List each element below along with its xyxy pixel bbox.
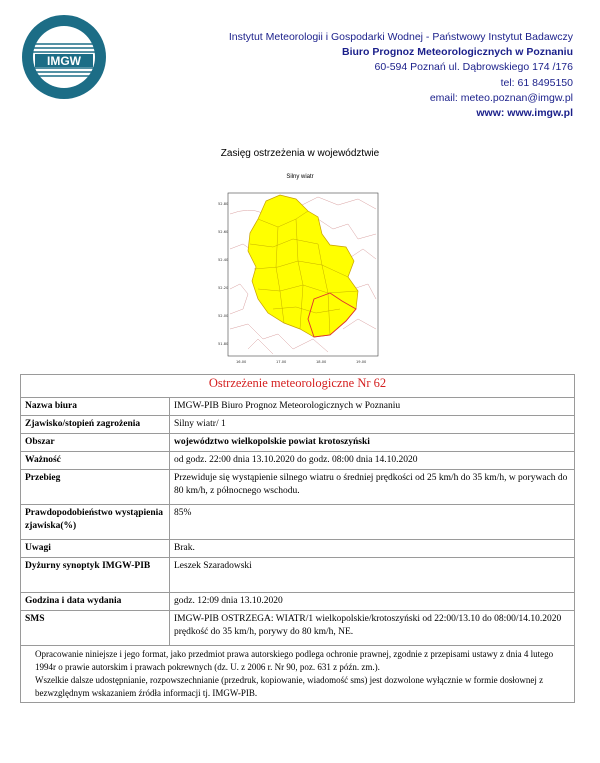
logo-text: IMGW xyxy=(47,54,81,68)
y-tick-label: 52.00 xyxy=(218,314,229,318)
warning-title: Ostrzeżenie meteorologiczne Nr 62 xyxy=(21,375,575,398)
x-tick-label: 17.00 xyxy=(276,360,287,364)
map-title: Zasięg ostrzeżenia w województwie xyxy=(220,148,380,159)
y-tick-label: 52.40 xyxy=(218,258,229,262)
x-tick-label: 19.00 xyxy=(356,360,367,364)
table-row: Godzina i data wydania godz. 12:09 dnia 13.10.2020 xyxy=(21,593,575,611)
x-tick-label: 16.00 xyxy=(236,360,247,364)
warning-table xyxy=(20,374,575,703)
copyright-paragraph: Opracowanie niniejsze i jego format, jako przedmiot prawa autorskiego podlega ochronie prawnej, zgodnie z przepisami ustawy z dnia 4 lutego 1994r o prawie autorskim i prawach pokrewnych (dz. U. z 2006 r. Nr 90, poz. 631 z późn. zm.). xyxy=(35,649,554,672)
map-subtitle: Silny wiatr xyxy=(286,174,314,180)
copyright-notice xyxy=(21,646,575,703)
table-row: SMS IMGW-PIB OSTRZEGA: WIATR/1 wielkopolskie/krotoszyński od 22:00/13.10 do 08:00/14.10.2020 prędkość do 35 km/h, porywy do 80 km/h, NE. xyxy=(21,611,575,646)
table-row: Dyżurny synoptyk IMGW-PIB Leszek Szaradowski xyxy=(21,558,575,593)
warning-map xyxy=(218,189,383,366)
table-row: Obszar województwo wielkopolskie powiat krotoszyński xyxy=(21,434,575,452)
y-tick-label: 52.80 xyxy=(218,202,229,206)
y-tick-label: 52.20 xyxy=(218,286,229,290)
table-row: Zjawisko/stopień zagrożenia Silny wiatr/ 1 xyxy=(21,416,575,434)
office-name: Biuro Prognoz Meteorologicznych w Poznaniu xyxy=(341,46,573,59)
institute-name: Instytut Meteorologii i Gospodarki Wodnej - Państwowy Instytut Badawczy xyxy=(228,31,573,43)
y-tick-label: 52.60 xyxy=(218,230,229,234)
table-row: Uwagi Brak. xyxy=(21,540,575,558)
table-row: Nazwa biura IMGW-PIB Biuro Prognoz Meteorologicznych w Poznaniu xyxy=(21,398,575,416)
y-tick-label: 51.80 xyxy=(218,342,229,346)
table-row: Przebieg Przewiduje się wystąpienie silnego wiatru o średniej prędkości od 25 km/h do 35 km/h, w porywach do 80 km/h, z północnego wschodu. xyxy=(21,470,575,505)
table-row: Prawdopodobieństwo wystąpienia zjawiska(%) 85% xyxy=(21,505,575,540)
table-row: Ważność od godz. 22:00 dnia 13.10.2020 do godz. 08:00 dnia 14.10.2020 xyxy=(21,452,575,470)
website[interactable]: www: www.imgw.pl xyxy=(476,107,573,120)
phone: tel: 61 8495150 xyxy=(500,76,573,89)
redistribution-paragraph: Wszelkie dalsze udostępnianie, rozpowszechnianie (przedruk, kopiowanie, wiadomość sms) jest dozwolone wyłącznie w formie dosłownej z bezwzględnym wskazaniem źródła informacji tj. IMGW-PIB. xyxy=(35,675,544,698)
email[interactable]: email: meteo.poznan@imgw.pl xyxy=(429,91,573,104)
address: 60-594 Poznań ul. Dąbrowskiego 174 /176 xyxy=(374,61,573,74)
institute-header xyxy=(229,30,573,121)
imgw-logo xyxy=(21,14,107,100)
x-tick-label: 18.00 xyxy=(316,360,327,364)
